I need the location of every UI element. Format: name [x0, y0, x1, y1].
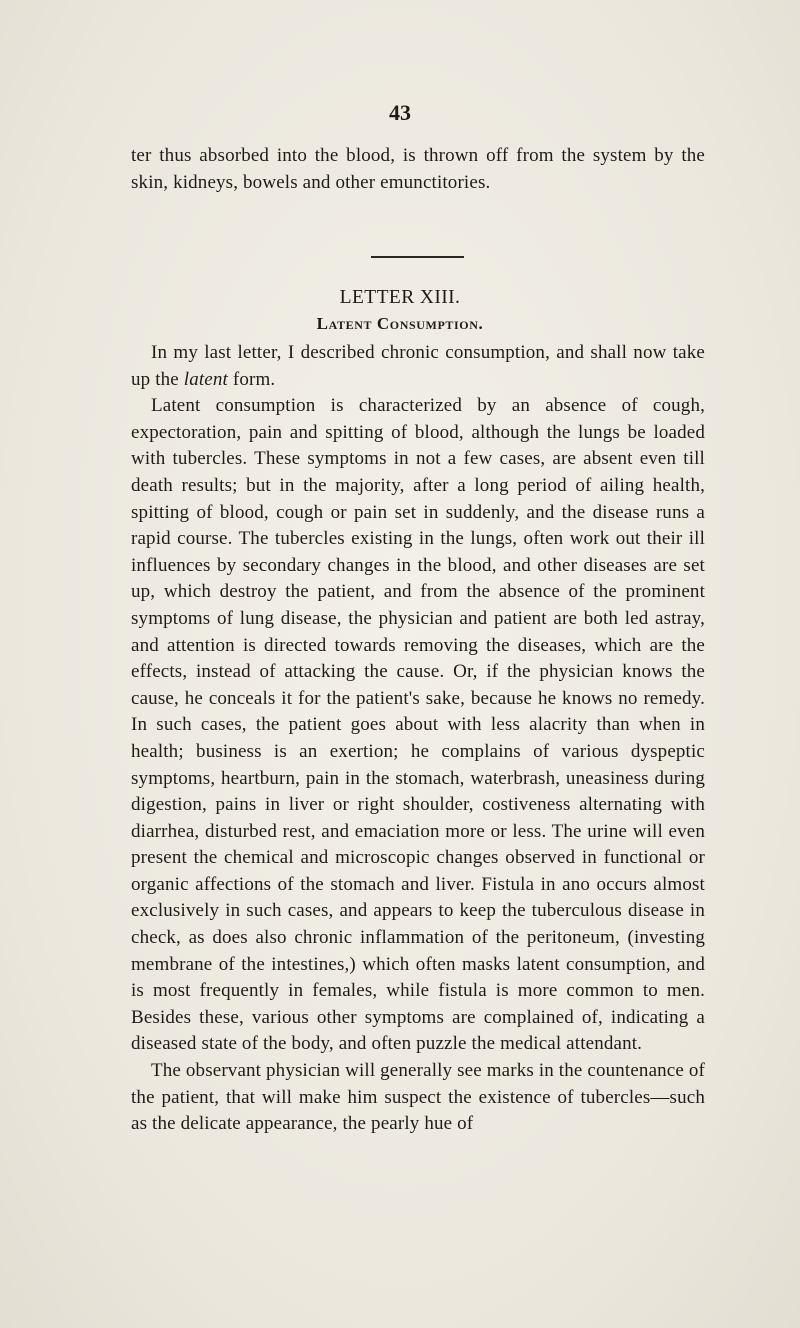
continuation-paragraph: ter thus absorbed into the blood, is thrown off from the system by the skin, kidneys, bowels and other emunctitories. [131, 145, 705, 193]
letter-heading: LETTER XIII. [339, 287, 461, 308]
paragraph-observant-physician: The observant physician will generally see marks in the countenance of the patient, that will make him suspect the existence of tubercles—such as the delicate appearance, the pearly hue of [131, 1060, 705, 1135]
page-number: 43 [389, 100, 411, 125]
paragraph-intro-text: In my last letter, I described chronic consumption, and shall now take up the [131, 342, 705, 390]
letter-body [131, 340, 705, 1138]
section-divider [371, 256, 464, 258]
paragraph-intro [131, 340, 705, 393]
paragraph-intro-end: form. [227, 368, 276, 390]
italic-term: latent [183, 368, 228, 390]
paragraph-latent-consumption: Latent consumption is characterized by an absence of cough, expectoration, pain and spitting of blood, although the lungs be loaded with tubercles. These symptoms in not a few cases, are absent even till death results; but in the majority, after a long period of ailing health, spitting of blood, cough or pain set in suddenly, and the disease runs a rapid course. The tubercles existing in the lungs, often work out their ill influences by secondary changes in the blood, and other diseases are set up, which destroy the patient, and from the absence of the prominent symptoms of lung disease, the physician and patient are both led astray, and attention is directed towards removing the diseases, which are the effects, instead of attacking the cause. Or, if the physician knows the cause, he conceals it for the patient's sake, because he knows no remedy. In such cases, the patient goes about with less alacrity than when in health; business is an exertion; he complains of various dyspeptic symptoms, heartburn, pain in the stomach, waterbrash, uneasiness during digestion, pains in liver or right shoulder, costiveness alternating with diarrhea, disturbed rest, and emaciation more or less. The urine will even present the chemical and microscopic changes observed in functional or organic affections of the stomach and liver. Fistula in ano occurs almost exclusively in such cases, and appears to keep the tuberculous disease in check, as does also chronic inflammation of the peritoneum, (investing membrane of the intestines,) which often masks latent consumption, and is most frequently in females, while fistula is more common to men. Besides these, various other symptoms are complained of, indicating a diseased state of the body, and often puzzle the medical attendant. [131, 395, 705, 1055]
letter-subheading: Latent Consumption. [316, 314, 484, 333]
